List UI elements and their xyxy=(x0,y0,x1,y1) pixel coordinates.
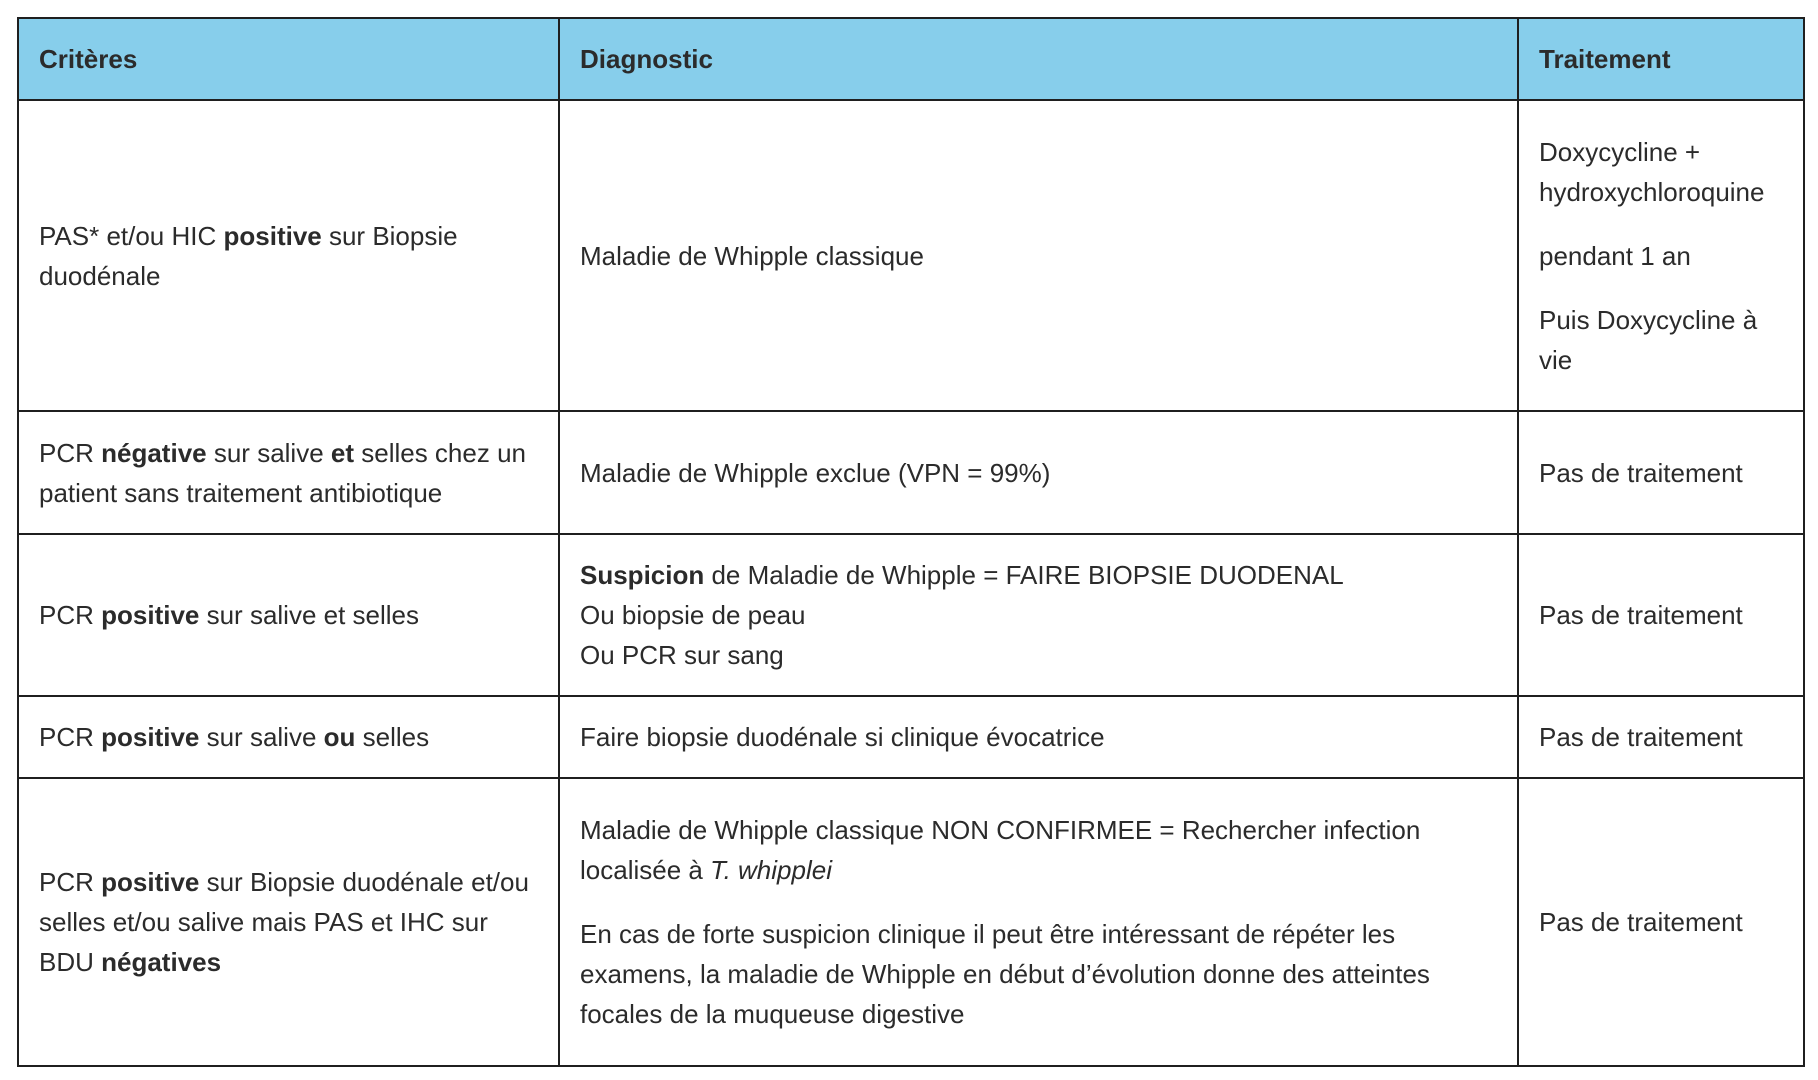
treatment-cell: Doxycycline + hydroxychloroquine pendant 1 an Puis Doxycycline à vie xyxy=(1518,100,1804,411)
criteria-cell: PAS* et/ou HIC positive sur Biopsie duodénale xyxy=(18,100,559,411)
table-row xyxy=(18,100,1804,411)
table-row xyxy=(18,534,1804,696)
treatment-cell: Pas de traitement xyxy=(1518,411,1804,534)
whipple-criteria-table xyxy=(17,17,1805,1067)
treatment-cell: Pas de traitement xyxy=(1518,778,1804,1066)
diagnostic-cell: Maladie de Whipple exclue (VPN = 99%) xyxy=(559,411,1518,534)
criteria-cell: PCR positive sur Biopsie duodénale et/ou selles et/ou salive mais PAS et IHC sur BDU négatives xyxy=(18,778,559,1066)
table-header-row xyxy=(18,18,1804,100)
table-row xyxy=(18,778,1804,1066)
diagnostic-cell: Faire biopsie duodénale si clinique évocatrice xyxy=(559,696,1518,778)
treatment-cell: Pas de traitement xyxy=(1518,696,1804,778)
diagnostic-cell: Maladie de Whipple classique NON CONFIRMEE = Rechercher infection localisée à T. whipplei En cas de forte suspicion clinique il peut être intéressant de répéter les examens, la maladie de Whipple en début d’évolution donne des atteintes focales de la muqueuse digestive xyxy=(559,778,1518,1066)
header-traitement: Traitement xyxy=(1518,18,1804,100)
table-row xyxy=(18,696,1804,778)
criteria-cell: PCR négative sur salive et selles chez un patient sans traitement antibiotique xyxy=(18,411,559,534)
diagnostic-cell: Suspicion de Maladie de Whipple = FAIRE BIOPSIE DUODENAL Ou biopsie de peau Ou PCR sur sang xyxy=(559,534,1518,696)
header-criteres: Critères xyxy=(18,18,559,100)
diagnostic-cell: Maladie de Whipple classique xyxy=(559,100,1518,411)
table-row xyxy=(18,411,1804,534)
treatment-cell: Pas de traitement xyxy=(1518,534,1804,696)
criteria-cell: PCR positive sur salive ou selles xyxy=(18,696,559,778)
header-diagnostic: Diagnostic xyxy=(559,18,1518,100)
criteria-cell: PCR positive sur salive et selles xyxy=(18,534,559,696)
